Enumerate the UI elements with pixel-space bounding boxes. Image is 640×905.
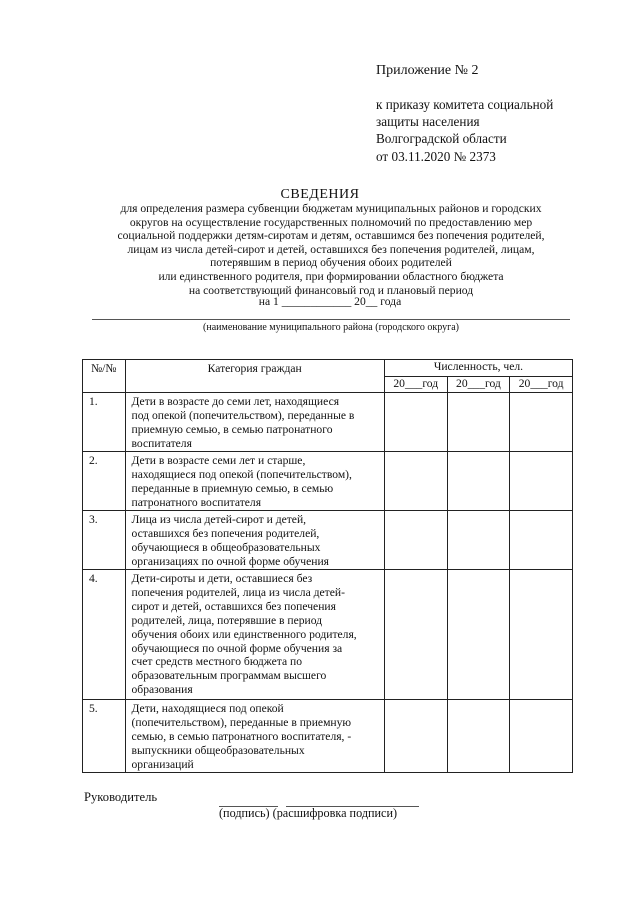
value-cell[interactable] [510,511,573,570]
value-cell[interactable] [510,700,573,773]
value-cell[interactable] [384,570,447,700]
order-line: Волгоградской области [376,131,507,147]
order-line: к приказу комитета социальной [376,97,554,112]
subtitle-line: для определения размера субвенции бюджетам муниципальных районов и городских [120,202,542,215]
row-category [125,452,384,511]
value-cell[interactable] [447,393,510,452]
table-row [83,570,573,700]
signature-label: Руководитель [84,790,158,804]
subtitle-line: округов на осуществление государственных полномочий по предоставлению мер [129,215,533,229]
category-line: организаций [131,757,194,771]
category-line: Дети-сироты и дети, оставшиеся без [131,572,313,585]
category-line: оставшихся без попечения родителей, [131,526,320,540]
category-line: попечения родителей, лица из числа детей- [131,585,345,599]
category-line: Дети в возрасте семи лет и старше, [131,454,306,467]
signature-caption: (подпись) (расшифровка подписи) [219,806,398,820]
category-line: приемную семью, в семью патронатного [131,422,333,436]
category-line: под опекой (попечительством), переданные в [131,408,355,422]
header-year: 20___год [384,376,447,393]
table-row [83,511,573,570]
category-line: обучения обоих или единственного родителя, [131,627,357,641]
value-cell[interactable] [510,393,573,452]
category-line: (попечительством), переданные в приемную [131,715,352,729]
value-cell[interactable] [447,700,510,773]
subtitle-line: или единственного родителя, при формировании областного бюджета [158,269,504,283]
value-cell[interactable] [384,393,447,452]
row-number: 4. [83,570,126,700]
subtitle-line: социальной поддержки детям-сиротам и детям, оставшимся без попечения родителей, [117,229,545,243]
category-line: Дети в возрасте до семи лет, находящиеся [131,395,340,408]
category-line: семью, в семью патронатного воспитателя, - [131,729,352,743]
value-cell[interactable] [447,570,510,700]
category-line: находящиеся под опекой (попечительством), [131,467,352,481]
value-cell[interactable] [510,452,573,511]
category-line: обучающиеся по очной форме обучения за [131,641,343,655]
value-cell[interactable] [384,452,447,511]
category-line: патронатного воспитателя [131,495,262,509]
subtitle-line: на соответствующий финансовый год и плановый период [188,283,474,297]
row-category [125,570,384,700]
category-line: образовательным программам высшего [131,669,327,683]
document-title: СВЕДЕНИЯ [280,187,360,202]
appendix-title: Приложение № 2 [376,63,479,78]
header-category: Категория граждан [125,360,384,393]
row-category [125,393,384,452]
table-header-row [83,360,573,377]
subtitle-line: лицам из числа детей-сирот и детей, оставшихся без попечения родителей, лицам, [127,242,535,256]
municipality-fill-line [92,319,570,320]
data-table [82,359,573,773]
row-number: 3. [83,511,126,570]
municipality-caption: (наименование муниципального района (городского округа) [203,322,459,333]
date-line: на 1 ____________ 20__ года [258,295,402,308]
category-line: воспитателя [131,436,192,450]
value-cell[interactable] [447,511,510,570]
category-line: образования [131,683,193,697]
order-line: от 03.11.2020 № 2373 [376,148,496,164]
subtitle-line: потерявшим в период обучения обоих родителей [210,256,452,270]
value-cell[interactable] [447,452,510,511]
row-number: 2. [83,452,126,511]
table-row [83,452,573,511]
table-row [83,393,573,452]
value-cell[interactable] [384,700,447,773]
row-number: 5. [83,700,126,773]
category-line: организациях по очной форме обучения [131,554,329,568]
category-line: Дети, находящиеся под опекой [131,702,284,715]
category-line: переданные в приемную семью, в семью [131,481,334,495]
category-line: родителей, лица, потерявшие в период [131,613,323,627]
category-line: обучающиеся в общеобразовательных [131,540,321,554]
header-year: 20___год [447,376,510,393]
category-line: выпускники общеобразовательных [131,743,305,757]
order-reference [376,96,553,165]
header-count: Численность, чел. [384,360,572,377]
value-cell[interactable] [384,511,447,570]
category-line: сирот и детей, оставшихся без попечения [131,599,336,613]
value-cell[interactable] [510,570,573,700]
document-subtitle [92,202,570,297]
table-row [83,700,573,773]
order-line: защиты населения [376,114,480,130]
row-category [125,511,384,570]
header-year: 20___год [510,376,573,393]
row-number: 1. [83,393,126,452]
category-line: Лица из числа детей-сирот и детей, [131,513,307,526]
row-category [125,700,384,773]
category-line: счет средств местного бюджета по [131,655,303,669]
header-number: №/№ [83,360,126,393]
